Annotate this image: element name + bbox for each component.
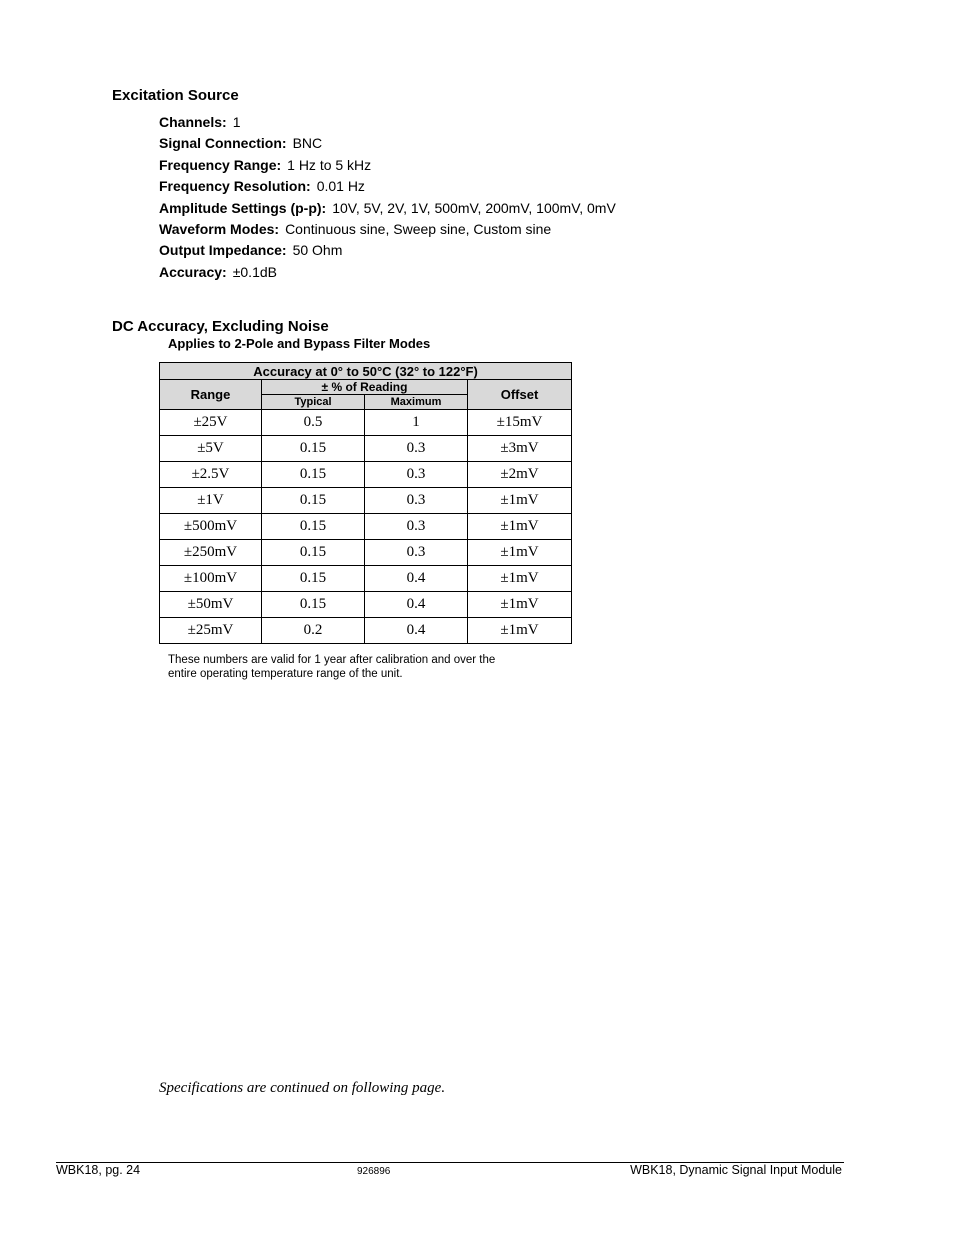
dc-accuracy-table — [159, 362, 572, 644]
cell-maximum: 1 — [365, 410, 468, 436]
spec-row-channels: Channels: 1 — [159, 114, 241, 130]
cell-typical: 0.15 — [262, 540, 365, 566]
footnote-line-2: entire operating temperature range of the unit. — [168, 668, 403, 680]
table-row — [160, 592, 572, 618]
footer-page-label: WBK18, pg. 24 — [56, 1163, 141, 1177]
table-footnote — [168, 653, 548, 681]
cell-offset: ±1mV — [468, 540, 572, 566]
cell-range: ±2.5V — [160, 462, 262, 488]
cell-range: ±250mV — [160, 540, 262, 566]
cell-maximum: 0.4 — [365, 618, 468, 644]
spec-row-output-impedance: Output Impedance: 50 Ohm — [159, 242, 343, 259]
cell-maximum: 0.3 — [365, 488, 468, 514]
spec-row-signal-connection: Signal Connection: BNC — [159, 135, 323, 152]
spec-row-frequency-resolution: Frequency Resolution: 0.01 Hz — [159, 178, 365, 195]
table-row — [160, 618, 572, 644]
column-header-maximum: Maximum — [365, 395, 468, 410]
cell-typical: 0.15 — [262, 436, 365, 462]
section-heading-excitation: Excitation Source — [112, 87, 239, 104]
cell-typical: 0.15 — [262, 462, 365, 488]
table-row — [160, 410, 572, 436]
cell-offset: ±3mV — [468, 436, 572, 462]
excitation-spec-list — [159, 114, 616, 285]
cell-range: ±50mV — [160, 592, 262, 618]
table-title: Accuracy at 0° to 50°C (32° to 122°F) — [160, 363, 572, 380]
cell-offset: ±1mV — [468, 514, 572, 540]
cell-typical: 0.15 — [262, 488, 365, 514]
cell-offset: ±1mV — [468, 566, 572, 592]
cell-offset: ±1mV — [468, 592, 572, 618]
cell-typical: 0.15 — [262, 592, 365, 618]
cell-offset: ±1mV — [468, 618, 572, 644]
cell-typical: 0.15 — [262, 566, 365, 592]
cell-offset: ±2mV — [468, 462, 572, 488]
cell-typical: 0.15 — [262, 514, 365, 540]
cell-maximum: 0.4 — [365, 566, 468, 592]
table-row — [160, 540, 572, 566]
cell-range: ±500mV — [160, 514, 262, 540]
cell-offset: ±1mV — [468, 488, 572, 514]
footer-doc-number: 926896 — [357, 1166, 391, 1177]
spec-row-waveform-modes: Waveform Modes: Continuous sine, Sweep sine, Custom sine — [159, 220, 552, 237]
spec-row-frequency-range: Frequency Range: 1 Hz to 5 kHz — [159, 156, 372, 173]
cell-range: ±25mV — [160, 618, 262, 644]
cell-maximum: 0.4 — [365, 592, 468, 618]
section-heading-dc-accuracy: DC Accuracy, Excluding Noise — [112, 318, 329, 335]
continued-note: Specifications are continued on following page. — [159, 1080, 446, 1096]
cell-maximum: 0.3 — [365, 514, 468, 540]
cell-range: ±1V — [160, 488, 262, 514]
spec-row-amplitude-settings: Amplitude Settings (p-p): 10V, 5V, 2V, 1V, 500mV, 200mV, 100mV, 0mV — [159, 199, 616, 216]
footnote-line-1: These numbers are valid for 1 year after calibration and over the — [168, 654, 496, 666]
cell-typical: 0.2 — [262, 618, 365, 644]
table-row — [160, 514, 572, 540]
cell-range: ±5V — [160, 436, 262, 462]
cell-offset: ±15mV — [468, 410, 572, 436]
dc-accuracy-subheading: Applies to 2-Pole and Bypass Filter Modes — [168, 336, 431, 351]
cell-maximum: 0.3 — [365, 540, 468, 566]
column-header-offset: Offset — [468, 380, 572, 410]
column-group-reading: ± % of Reading — [262, 380, 468, 395]
cell-maximum: 0.3 — [365, 436, 468, 462]
column-header-range: Range — [160, 380, 262, 410]
table-row — [160, 462, 572, 488]
cell-typical: 0.5 — [262, 410, 365, 436]
cell-range: ±25V — [160, 410, 262, 436]
table-row — [160, 566, 572, 592]
cell-maximum: 0.3 — [365, 462, 468, 488]
footer-module-title: WBK18, Dynamic Signal Input Module — [630, 1163, 842, 1177]
column-header-typical: Typical — [262, 395, 365, 410]
spec-row-accuracy: Accuracy: ±0.1dB — [159, 263, 277, 280]
cell-range: ±100mV — [160, 566, 262, 592]
table-row — [160, 488, 572, 514]
table-row — [160, 436, 572, 462]
